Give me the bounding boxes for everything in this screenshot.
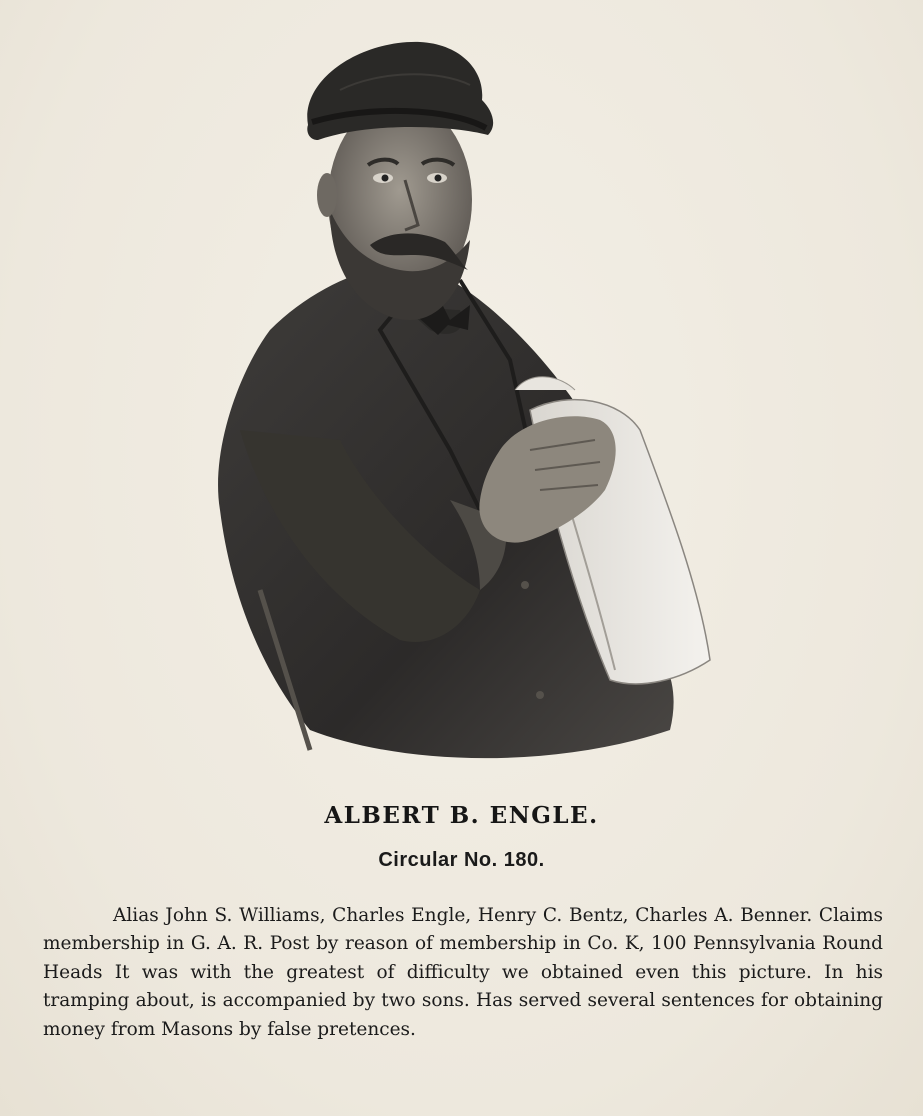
description-paragraph: Alias John S. Williams, Charles Engle, Henry C. Bentz, Charles A. Benner. Claims membership in G. A. R. Post by reason of membership in Co. K, 100 Pennsylvania Round Heads It was with the greatest of difficulty we obtained even this picture. In his tramping about, is accompanied by two sons. Has served several sentences for obtaining money from Masons by false pretences. xyxy=(43,905,883,1040)
circular-number: Circular No. 180. xyxy=(378,849,545,871)
portrait-photograph xyxy=(200,30,730,780)
person-name: ALBERT B. ENGLE. xyxy=(324,802,599,829)
cap xyxy=(307,42,493,140)
